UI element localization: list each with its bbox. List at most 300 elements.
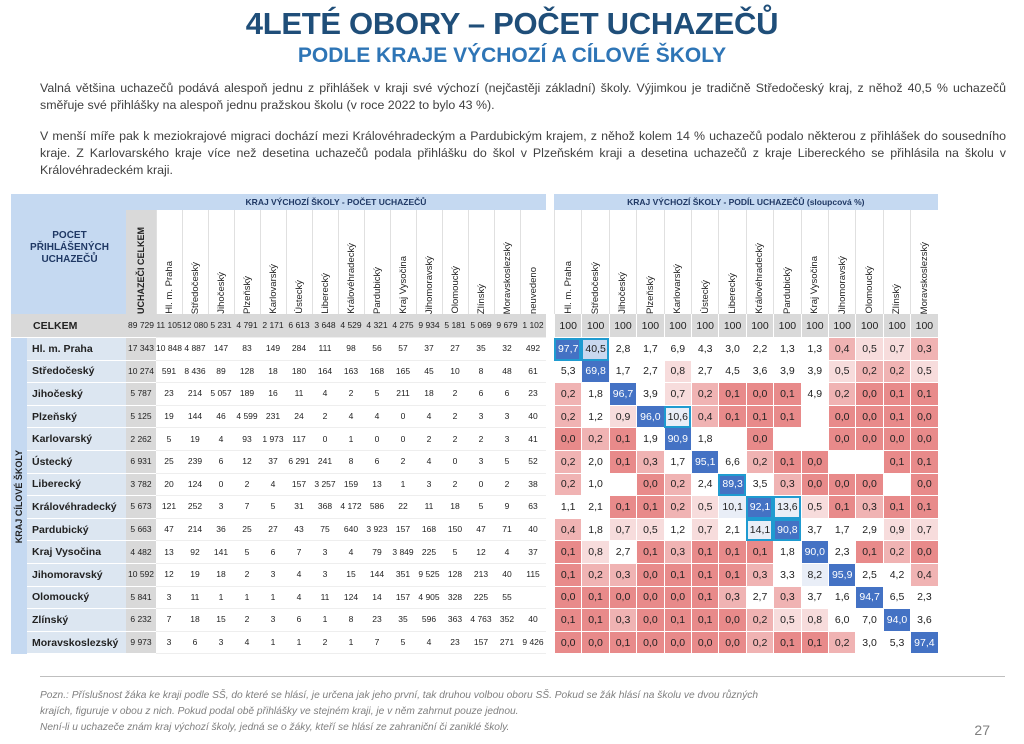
share-cell: 100	[581, 314, 608, 338]
row-total: 10 592	[126, 564, 156, 587]
count-cell: 5	[156, 428, 182, 451]
count-cell: 363	[442, 609, 468, 632]
count-cell: 11	[416, 496, 442, 519]
row-label: Kraj Vysočina	[27, 541, 126, 564]
count-cell: 3	[208, 632, 234, 655]
share-cell: 0,1	[691, 541, 718, 564]
share-cell: 0,1	[773, 406, 800, 429]
share-cell: 0,3	[718, 587, 745, 610]
row-total: 5 841	[126, 587, 156, 610]
count-cell: 8 436	[182, 361, 208, 384]
count-cell: 75	[312, 519, 338, 542]
count-cell: 4 905	[416, 587, 442, 610]
count-cell: 12	[156, 564, 182, 587]
count-column-header	[234, 210, 260, 314]
share-column-header	[664, 210, 691, 314]
share-cell: 6,9	[664, 338, 691, 361]
share-cell: 3,9	[636, 383, 663, 406]
share-cell: 2,7	[691, 361, 718, 384]
share-cell: 0,1	[883, 383, 910, 406]
count-column-header-label: Moravskoslezský	[502, 241, 513, 314]
share-cell: 6,0	[828, 609, 855, 632]
row-label: Jihočeský	[27, 383, 126, 406]
share-cell: 0,1	[855, 541, 882, 564]
row-total: 6 232	[126, 609, 156, 632]
count-cell: 37	[260, 451, 286, 474]
share-cell: 94,7	[855, 587, 882, 610]
share-cell: 0,0	[636, 609, 663, 632]
count-cell: 4	[286, 564, 312, 587]
row-label: Hl. m. Praha	[27, 338, 126, 361]
share-cell: 0,2	[828, 632, 855, 655]
share-cell: 0,0	[746, 428, 773, 451]
share-column-header-label: Karlovarský	[672, 264, 684, 314]
page-number: 27	[974, 722, 990, 738]
count-cell: 10	[442, 361, 468, 384]
count-cell: 47	[156, 519, 182, 542]
share-column-header-label: Jihočeský	[617, 272, 629, 314]
share-cell: 2,3	[910, 587, 937, 610]
count-cell: 150	[442, 519, 468, 542]
count-cell: 79	[364, 541, 390, 564]
share-column-header	[828, 210, 855, 314]
share-cell: 0,0	[855, 406, 882, 429]
count-cell: 1	[338, 632, 364, 655]
count-cell: 1	[260, 632, 286, 655]
count-cell: 36	[208, 519, 234, 542]
row-label: Liberecký	[27, 474, 126, 497]
count-cell: 231	[260, 406, 286, 429]
share-cell: 0,0	[691, 632, 718, 655]
count-cell: 0	[390, 428, 416, 451]
count-cell: 4 275	[390, 314, 416, 338]
count-cell: 41	[520, 428, 546, 451]
count-cell: 24	[286, 406, 312, 429]
share-cell: 0,0	[636, 564, 663, 587]
count-cell: 57	[390, 338, 416, 361]
count-cell: 211	[390, 383, 416, 406]
count-cell: 55	[494, 587, 520, 610]
share-cell: 0,1	[773, 632, 800, 655]
share-column-header	[609, 210, 636, 314]
share-cell: 0,7	[910, 519, 937, 542]
share-cell: 6,6	[718, 451, 745, 474]
count-cell: 18	[182, 609, 208, 632]
count-column-header-label: Královéhradecký	[346, 243, 357, 314]
share-cell: 40,5	[581, 338, 608, 361]
page-title: 4LETÉ OBORY – POČET UCHAZEČŮ	[245, 6, 779, 41]
count-cell: 2	[468, 428, 494, 451]
share-cell: 0,1	[718, 406, 745, 429]
share-cell: 3,9	[773, 361, 800, 384]
count-cell: 43	[286, 519, 312, 542]
count-cell: 111	[312, 338, 338, 361]
count-cell: 352	[494, 609, 520, 632]
row-total: 10 274	[126, 361, 156, 384]
count-cell: 157	[390, 587, 416, 610]
count-cell: 0	[442, 451, 468, 474]
share-cell: 100	[801, 314, 828, 338]
count-column-header	[390, 210, 416, 314]
share-cell: 0,1	[636, 541, 663, 564]
row-total: 17 343	[126, 338, 156, 361]
share-cell: 95,9	[828, 564, 855, 587]
share-column-header	[801, 210, 828, 314]
count-cell: 2	[442, 383, 468, 406]
share-cell: 0,0	[801, 451, 828, 474]
count-cell: 6	[182, 632, 208, 655]
share-cell: 0,3	[773, 587, 800, 610]
share-cell: 0,1	[664, 609, 691, 632]
count-cell: 1	[234, 587, 260, 610]
count-cell: 2	[416, 428, 442, 451]
row-total: 4 482	[126, 541, 156, 564]
share-cell: 10,6	[664, 406, 691, 429]
share-cell: 0,0	[718, 609, 745, 632]
count-cell: 1	[390, 474, 416, 497]
count-column-header-label: Liberecký	[320, 273, 331, 314]
share-column-header-label: Pardubický	[781, 267, 793, 314]
share-cell: 0,7	[883, 338, 910, 361]
share-cell: 0,0	[554, 587, 581, 610]
count-cell: 25	[156, 451, 182, 474]
count-cell: 3	[156, 632, 182, 655]
share-cell: 0,1	[691, 587, 718, 610]
share-cell: 0,0	[828, 474, 855, 497]
count-cell: 640	[338, 519, 364, 542]
count-column-header	[520, 210, 546, 314]
share-cell: 0,9	[883, 519, 910, 542]
share-cell: 0,1	[581, 609, 608, 632]
share-cell: 14,1	[746, 519, 773, 542]
row-label: Středočeský	[27, 361, 126, 384]
count-column-header	[260, 210, 286, 314]
share-cell: 3,0	[718, 338, 745, 361]
row-total: 5 787	[126, 383, 156, 406]
count-column-header	[338, 210, 364, 314]
count-cell: 591	[156, 361, 182, 384]
footnote-line-2: krajích, figuruje v obou z nich. Pokud podal obě přihlášky ve stejném kraji, je v něm zahrnut pouze jednou.	[40, 706, 519, 717]
count-cell: 4 529	[338, 314, 364, 338]
count-column-header	[468, 210, 494, 314]
count-cell: 4 321	[364, 314, 390, 338]
share-cell: 0,7	[664, 383, 691, 406]
share-cell: 90,0	[801, 541, 828, 564]
count-column-header	[442, 210, 468, 314]
share-cell: 100	[609, 314, 636, 338]
share-cell: 90,9	[664, 428, 691, 451]
share-cell: 100	[910, 314, 937, 338]
count-cell: 2	[494, 474, 520, 497]
count-cell: 92	[182, 541, 208, 564]
share-cell: 3,5	[746, 474, 773, 497]
share-cell: 0,3	[609, 564, 636, 587]
share-column-header	[773, 210, 800, 314]
count-cell: 18	[442, 496, 468, 519]
band-shares: KRAJ VÝCHOZÍ ŠKOLY - PODÍL UCHAZEČŮ (sloupcová %)	[554, 194, 938, 210]
count-cell: 8	[338, 451, 364, 474]
count-cell: 98	[338, 338, 364, 361]
share-cell: 0,1	[636, 496, 663, 519]
share-cell: 69,8	[581, 361, 608, 384]
share-cell: 1,0	[581, 474, 608, 497]
share-cell: 0,3	[773, 474, 800, 497]
share-cell: 0,5	[773, 609, 800, 632]
count-cell: 3	[416, 474, 442, 497]
count-cell: 23	[520, 383, 546, 406]
count-cell: 214	[182, 519, 208, 542]
share-cell: 0,7	[691, 519, 718, 542]
share-cell: 1,7	[828, 519, 855, 542]
share-cell: 90,8	[773, 519, 800, 542]
share-cell: 3,6	[746, 361, 773, 384]
count-cell: 15	[338, 564, 364, 587]
share-cell: 0,1	[609, 451, 636, 474]
share-column-header-label: Kraj Vysočina	[809, 256, 821, 314]
share-cell: 0,2	[581, 428, 608, 451]
count-column-header	[286, 210, 312, 314]
row-total: 3 782	[126, 474, 156, 497]
share-cell: 100	[718, 314, 745, 338]
share-cell: 2,7	[609, 541, 636, 564]
count-cell: 7	[156, 609, 182, 632]
count-cell: 5	[260, 496, 286, 519]
count-cell: 56	[364, 338, 390, 361]
share-cell: 0,0	[718, 632, 745, 655]
count-cell: 5 057	[208, 383, 234, 406]
share-cell: 0,2	[746, 632, 773, 655]
count-cell: 3 923	[364, 519, 390, 542]
count-cell: 0	[208, 474, 234, 497]
count-cell: 3 257	[312, 474, 338, 497]
share-cell: 89,3	[718, 474, 745, 497]
share-column-header-label: Jihomoravský	[836, 255, 848, 314]
count-cell: 4	[494, 541, 520, 564]
count-cell: 121	[156, 496, 182, 519]
count-cell: 40	[520, 519, 546, 542]
share-cell: 0,8	[801, 609, 828, 632]
count-cell: 124	[182, 474, 208, 497]
count-cell: 23	[156, 383, 182, 406]
count-cell: 168	[416, 519, 442, 542]
count-cell: 157	[390, 519, 416, 542]
share-cell: 0,2	[855, 361, 882, 384]
count-cell: 6	[364, 451, 390, 474]
share-column-header-label: Středočeský	[590, 261, 602, 314]
count-cell: 3	[312, 564, 338, 587]
count-cell: 1	[208, 587, 234, 610]
share-cell: 0,1	[746, 406, 773, 429]
row-total: 5 663	[126, 519, 156, 542]
share-cell: 97,7	[554, 338, 581, 361]
share-cell: 0,1	[910, 496, 937, 519]
share-column-header	[855, 210, 882, 314]
count-cell: 492	[520, 338, 546, 361]
row-total: 2 262	[126, 428, 156, 451]
count-column-header-label: neuvedeno	[528, 266, 539, 314]
count-cell: 25	[234, 519, 260, 542]
share-cell: 0,0	[609, 587, 636, 610]
share-cell: 100	[855, 314, 882, 338]
count-cell: 37	[520, 541, 546, 564]
count-cell: 11	[312, 587, 338, 610]
share-cell: 1,3	[801, 338, 828, 361]
share-column-header	[746, 210, 773, 314]
count-cell: 2 171	[260, 314, 286, 338]
count-cell: 2	[234, 609, 260, 632]
share-cell: 0,2	[554, 383, 581, 406]
share-cell: 1,2	[581, 406, 608, 429]
count-cell: 4	[312, 383, 338, 406]
count-column-header-label: Ústecký	[294, 280, 305, 314]
count-cell: 18	[416, 383, 442, 406]
share-column-header	[691, 210, 718, 314]
count-cell: 12 080	[182, 314, 208, 338]
count-cell: 52	[520, 451, 546, 474]
count-cell: 0	[312, 428, 338, 451]
share-cell: 0,1	[609, 496, 636, 519]
count-cell: 16	[260, 383, 286, 406]
count-cell: 12	[468, 541, 494, 564]
count-cell: 2	[442, 428, 468, 451]
share-cell: 2,9	[855, 519, 882, 542]
count-cell: 3	[312, 541, 338, 564]
count-cell: 4	[364, 406, 390, 429]
count-cell: 596	[416, 609, 442, 632]
count-cell: 38	[520, 474, 546, 497]
row-label: Ústecký	[27, 451, 126, 474]
row-label: Olomoucký	[27, 587, 126, 610]
share-cell: 10,1	[718, 496, 745, 519]
share-cell: 0,1	[718, 383, 745, 406]
count-cell: 3	[260, 564, 286, 587]
share-cell: 0,9	[609, 406, 636, 429]
share-cell: 95,1	[691, 451, 718, 474]
count-cell: 115	[520, 564, 546, 587]
share-cell: 0,2	[691, 383, 718, 406]
count-cell: 128	[234, 361, 260, 384]
share-column-header	[718, 210, 745, 314]
count-cell: 40	[520, 609, 546, 632]
count-cell: 1	[286, 632, 312, 655]
count-cell: 8	[338, 609, 364, 632]
share-cell: 100	[746, 314, 773, 338]
share-cell: 0,0	[636, 632, 663, 655]
count-cell: 7	[364, 632, 390, 655]
share-cell: 0,2	[746, 451, 773, 474]
count-cell: 23	[364, 609, 390, 632]
row-label: CELKEM	[11, 314, 126, 338]
count-cell: 239	[182, 451, 208, 474]
count-cell: 141	[208, 541, 234, 564]
count-cell: 10 848	[156, 338, 182, 361]
share-cell: 2,3	[828, 541, 855, 564]
count-cell: 168	[364, 361, 390, 384]
count-cell: 351	[390, 564, 416, 587]
share-cell: 0,3	[664, 541, 691, 564]
count-cell: 63	[520, 496, 546, 519]
count-cell: 19	[182, 564, 208, 587]
count-cell: 124	[338, 587, 364, 610]
count-cell: 0	[364, 428, 390, 451]
column-header-total-label: UCHAZEČI CELKEM	[136, 227, 146, 314]
share-cell: 0,1	[609, 632, 636, 655]
migration-table	[11, 194, 1005, 654]
share-cell: 0,0	[664, 632, 691, 655]
share-cell: 0,8	[664, 361, 691, 384]
count-cell: 3	[156, 587, 182, 610]
share-cell: 0,8	[581, 541, 608, 564]
share-cell: 0,1	[664, 564, 691, 587]
count-column-header-label: Zlínský	[476, 283, 487, 314]
count-cell: 368	[312, 496, 338, 519]
count-cell: 23	[442, 632, 468, 655]
row-total: 5 125	[126, 406, 156, 429]
share-cell: 100	[828, 314, 855, 338]
share-cell	[718, 428, 745, 451]
share-cell: 0,1	[910, 383, 937, 406]
share-cell: 0,5	[801, 496, 828, 519]
count-cell: 3	[260, 609, 286, 632]
count-cell: 12	[234, 451, 260, 474]
count-cell: 31	[286, 496, 312, 519]
corner-label: POČET PŘIHLÁŠENÝCH UCHAZEČŮ	[30, 230, 109, 265]
count-cell: 9 934	[416, 314, 442, 338]
share-cell: 92,1	[746, 496, 773, 519]
share-cell: 0,2	[664, 474, 691, 497]
count-cell: 5	[494, 451, 520, 474]
share-cell: 0,1	[773, 383, 800, 406]
share-cell: 0,0	[910, 428, 937, 451]
share-cell: 3,7	[801, 519, 828, 542]
count-cell: 19	[156, 406, 182, 429]
count-cell: 89	[208, 361, 234, 384]
share-cell: 0,3	[855, 496, 882, 519]
share-cell: 0,0	[828, 428, 855, 451]
share-cell: 1,7	[636, 338, 663, 361]
share-cell: 0,3	[636, 451, 663, 474]
intro-paragraph-1: Valná většina uchazečů podává alespoň jednu z přihlášek v kraji své výchozí (nejčastěji základní) školy. Výjimkou je tradičně Středočeský kraj, z něhož 40,5 % uchazečů směřuje své přihlášky na alespoň jednu pražskou školu (v roce 2022 to bylo 43 %).	[40, 81, 1006, 112]
count-cell: 11	[286, 383, 312, 406]
count-column-header-label: Olomoucký	[450, 266, 461, 314]
count-cell: 7	[234, 496, 260, 519]
count-cell: 328	[442, 587, 468, 610]
share-cell: 1,6	[828, 587, 855, 610]
count-cell: 147	[208, 338, 234, 361]
count-cell: 4 599	[234, 406, 260, 429]
count-cell: 48	[494, 361, 520, 384]
share-cell: 6,5	[883, 587, 910, 610]
share-cell: 4,5	[718, 361, 745, 384]
count-column-header	[156, 210, 182, 314]
count-cell: 4	[416, 451, 442, 474]
share-cell: 4,9	[801, 383, 828, 406]
share-cell: 0,2	[554, 406, 581, 429]
count-cell: 159	[338, 474, 364, 497]
share-cell: 0,1	[554, 564, 581, 587]
share-cell: 4,2	[883, 564, 910, 587]
share-cell: 0,1	[910, 451, 937, 474]
share-cell: 2,2	[746, 338, 773, 361]
share-cell: 0,0	[855, 474, 882, 497]
share-cell: 0,0	[883, 428, 910, 451]
share-cell: 3,3	[773, 564, 800, 587]
share-cell: 3,6	[910, 609, 937, 632]
count-column-header-label: Středočeský	[190, 261, 201, 314]
share-cell: 0,0	[910, 541, 937, 564]
share-cell: 2,1	[718, 519, 745, 542]
count-cell: 5	[442, 541, 468, 564]
